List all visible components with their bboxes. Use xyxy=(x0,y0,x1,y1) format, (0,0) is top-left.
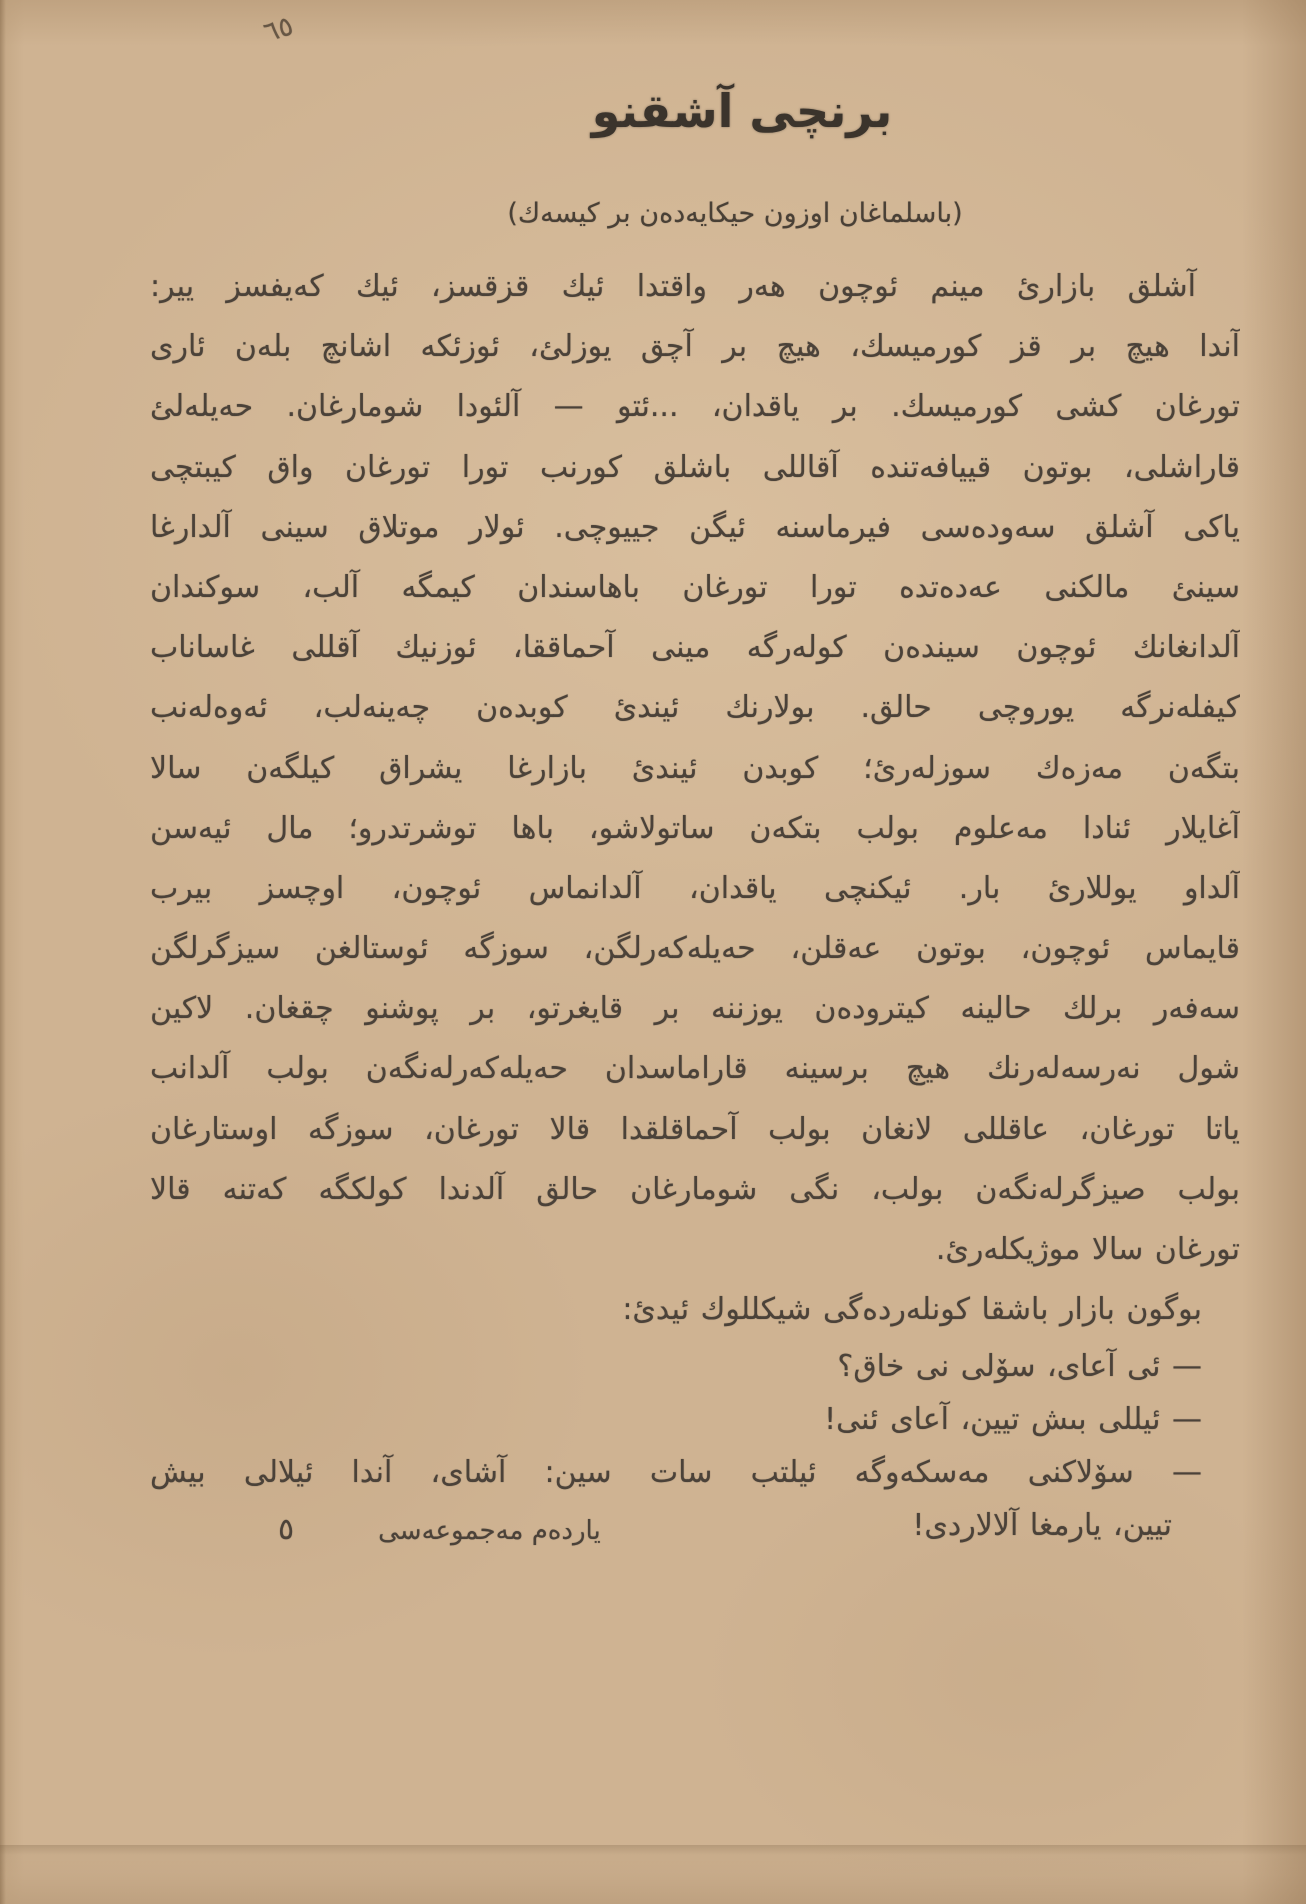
story-body xyxy=(150,257,1240,1552)
body-line: كيفلەنرگە يوروچى حالق. بولارنك ئيندئ كوبدەن چەينەلب، ئەوەلەنب xyxy=(150,690,1240,726)
body-line: شول نەرسەلەرنك هيچ برسينە قاراماسدان حەيلەكەرلەنگەن بولب آلدانب xyxy=(150,1051,1240,1087)
paragraph-opening-line: بوگون بازار باشقا كونلەردەگى شيكللوك ئيدئ: xyxy=(622,1292,1202,1328)
paper-crease xyxy=(0,1845,1306,1904)
body-line: ياتا تورغان، عاقللى لانغان بولب آحماقلقدا قالا تورغان، سوزگە اوستارغان xyxy=(150,1111,1240,1147)
dialog-line: — ئيللى بىش تيين، آعاى ئنى! xyxy=(824,1402,1202,1438)
body-line: بتگەن مەزەك سوزلەرئ؛ كوبدن ئيندئ بازارغا يشراق كيلگەن سالا xyxy=(150,750,1240,786)
body-line: تورغان سالا موژيكلەرئ. xyxy=(935,1232,1240,1267)
body-line: آلداو يوللارئ بار. ئيكنچى ياقدان، آلدانماس ئوچون، اوچسز بيرب xyxy=(150,870,1240,906)
body-line: آلدانغانك ئوچون سيندەن كولەرگە مينى آحماققا، ئوزنيك آقللى غاساناب xyxy=(150,630,1240,666)
body-line: قاراشلى، بوتون قييافەتندە آقاللى باشلق كورنب تورا تورغان واق كيبتچى xyxy=(150,449,1240,485)
story-subtitle: (باسلماغان اوزون حيكايەدەن بر كيسەك) xyxy=(507,198,963,229)
body-line: بولب صيزگرلەنگەن بولب، نگى شومارغان حالق آلدندا كولكگە كەتنە قالا xyxy=(150,1171,1240,1207)
dialog-line: — سۆلاكنى مەسكەوگە ئيلتب سات سين: آشاى، آندا ئيلالى بيش xyxy=(150,1455,1202,1491)
body-line: قايماس ئوچون، بوتون عەقلن، حەيلەكەرلگن، سوزگە ئوستالغن سيزگرلگن xyxy=(150,931,1240,967)
body-line: آندا هيچ بر قز كورميسك، هيچ بر آچق يوزلئ، ئوزئكە اشانچ بلەن ئارى xyxy=(150,329,1240,365)
footer-volume-number: ٥ xyxy=(278,1512,295,1547)
body-line: تورغان كشى كورميسك. بر ياقدان، ...ئتو — آلئودا شومارغان. حەيلەلئ xyxy=(150,389,1240,425)
footer-series-title: ياردەم مەجموعەسى xyxy=(378,1516,601,1546)
dialog-line: — ئى آعاى، سۆلى نى خاق؟ xyxy=(837,1349,1202,1385)
body-line: سينئ مالكنى عەدەتدە تورا تورغان باهاسندان كيمگە آلب، سوكندان xyxy=(150,569,1240,605)
story-title: برنچى آشقنو xyxy=(591,84,893,138)
body-line: آغايلار ئنادا مەعلوم بولب بتكەن ساتولاشو، باها توشرتدرو؛ مال ئيەسن xyxy=(150,810,1240,846)
dialog-continuation-line: تيين، يارمغا آلالاردى! xyxy=(912,1508,1172,1544)
page-number: ٦٥ xyxy=(260,10,297,49)
body-line: آشلق بازارئ مينم ئوچون هەر واقتدا ئيك قزقسز، ئيك كەيفسز يير: xyxy=(150,269,1196,304)
body-line: ياكى آشلق سەودەسى فيرماسنە ئيگن جييوچى. ئولار موتلاق سينى آلدارغا xyxy=(150,509,1240,545)
page-footer xyxy=(278,1512,601,1547)
body-line: سەفەر برلك حالينە كيترودەن يوزننە بر قايغرتو، بر پوشنو چقغان. لاكين xyxy=(150,991,1240,1027)
